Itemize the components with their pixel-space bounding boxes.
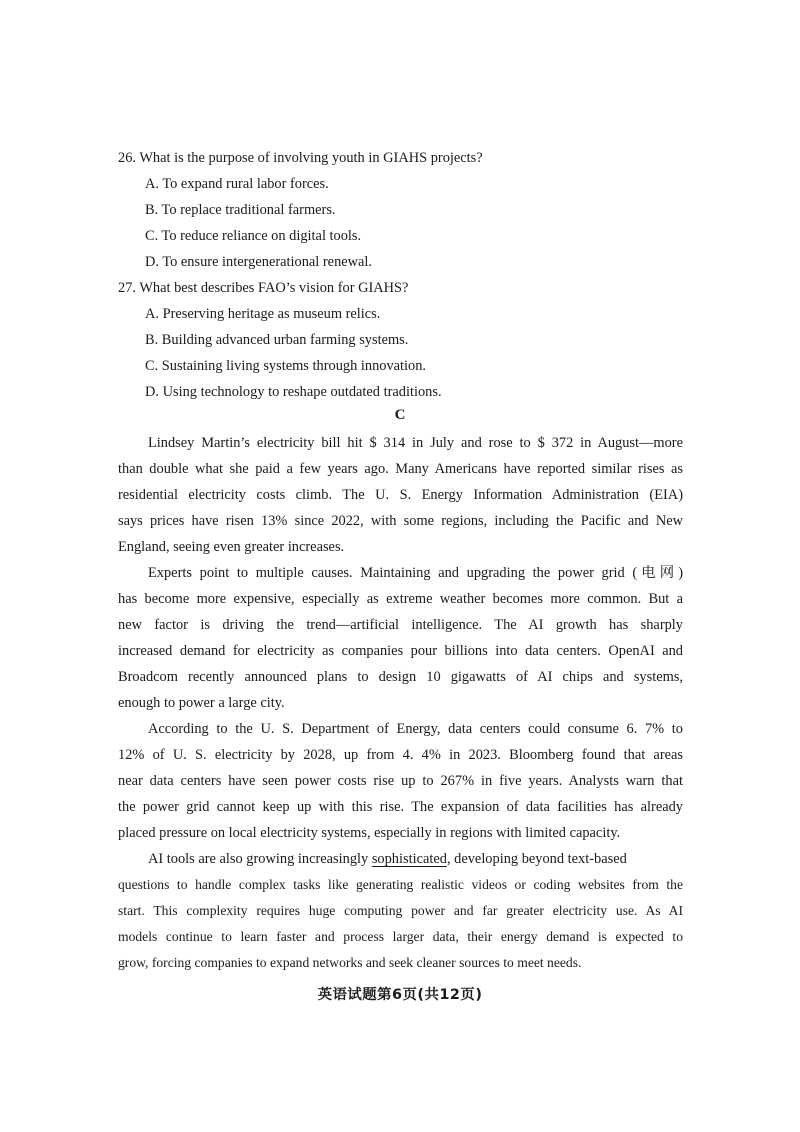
question-26-stem: 26. What is the purpose of involving youth in GIAHS projects? (118, 150, 483, 166)
passage-line: England, seeing even greater increases. (118, 539, 345, 555)
question-27-option-b: B. Building advanced urban farming systems. (145, 332, 409, 348)
passage-line: grow, forcing companies to expand networks and seek cleaner sources to meet needs. (118, 955, 582, 970)
passage-line: Experts point to multiple causes. Maintaining and upgrading the power grid (电网) (148, 565, 683, 581)
passage-line: models continue to learn faster and process larger data, their energy demand is expected to (118, 929, 683, 944)
passage-line: the power grid cannot keep up with this rise. The expansion of data facilities has already (118, 799, 683, 815)
page-footer: 英语试题第6页(共12页) (317, 987, 483, 1003)
passage-line: new factor is driving the trend—artificial intelligence. The AI growth has sharply (118, 617, 683, 633)
passage-line: enough to power a large city. (118, 695, 285, 711)
underlined-word: sophisticated (371, 851, 447, 867)
passage-line: questions to handle complex tasks like generating realistic videos or coding websites from the (118, 877, 683, 892)
question-26-option-b: B. To replace traditional farmers. (145, 202, 336, 218)
passage-line: near data centers have seen power costs rise up to 267% in five years. Analysts warn that (118, 773, 683, 789)
passage-line: increased demand for electricity as companies pour billions into data centers. OpenAI and (118, 643, 683, 659)
question-26-option-d: D. To ensure intergenerational renewal. (145, 254, 373, 270)
passage-line (148, 849, 683, 869)
passage-line: placed pressure on local electricity systems, especially in regions with limited capacity. (118, 825, 621, 841)
passage-line: than double what she paid a few years ago. Many Americans have reported similar rises as (118, 461, 683, 477)
passage-text: , developing beyond text-based (446, 851, 627, 867)
passage-line: Broadcom recently announced plans to design 10 gigawatts of AI chips and systems, (118, 669, 683, 685)
question-27-option-c: C. Sustaining living systems through innovation. (145, 358, 427, 374)
passage-line: says prices have risen 13% since 2022, with some regions, including the Pacific and New (118, 513, 683, 529)
question-27-stem: 27. What best describes FAO’s vision for GIAHS? (118, 280, 409, 296)
passage-line: start. This complexity requires huge computing power and far greater electricity use. As AI (118, 903, 683, 918)
passage-line: residential electricity costs climb. The U. S. Energy Information Administration (EIA) (118, 487, 683, 503)
section-heading: C (394, 407, 406, 423)
question-27-option-a: A. Preserving heritage as museum relics. (145, 306, 381, 322)
passage-text: AI tools are also growing increasingly (148, 851, 372, 867)
question-27-option-d: D. Using technology to reshape outdated traditions. (145, 384, 442, 400)
passage-line: 12% of U. S. electricity by 2028, up from 4. 4% in 2023. Bloomberg found that areas (118, 747, 683, 763)
passage-line: According to the U. S. Department of Energy, data centers could consume 6. 7% to (148, 721, 683, 737)
question-26-option-a: A. To expand rural labor forces. (145, 176, 329, 192)
passage-line: has become more expensive, especially as extreme weather becomes more common. But a (118, 591, 683, 607)
passage-line: Lindsey Martin’s electricity bill hit $ 314 in July and rose to $ 372 in August—more (148, 435, 683, 451)
question-26-option-c: C. To reduce reliance on digital tools. (145, 228, 362, 244)
